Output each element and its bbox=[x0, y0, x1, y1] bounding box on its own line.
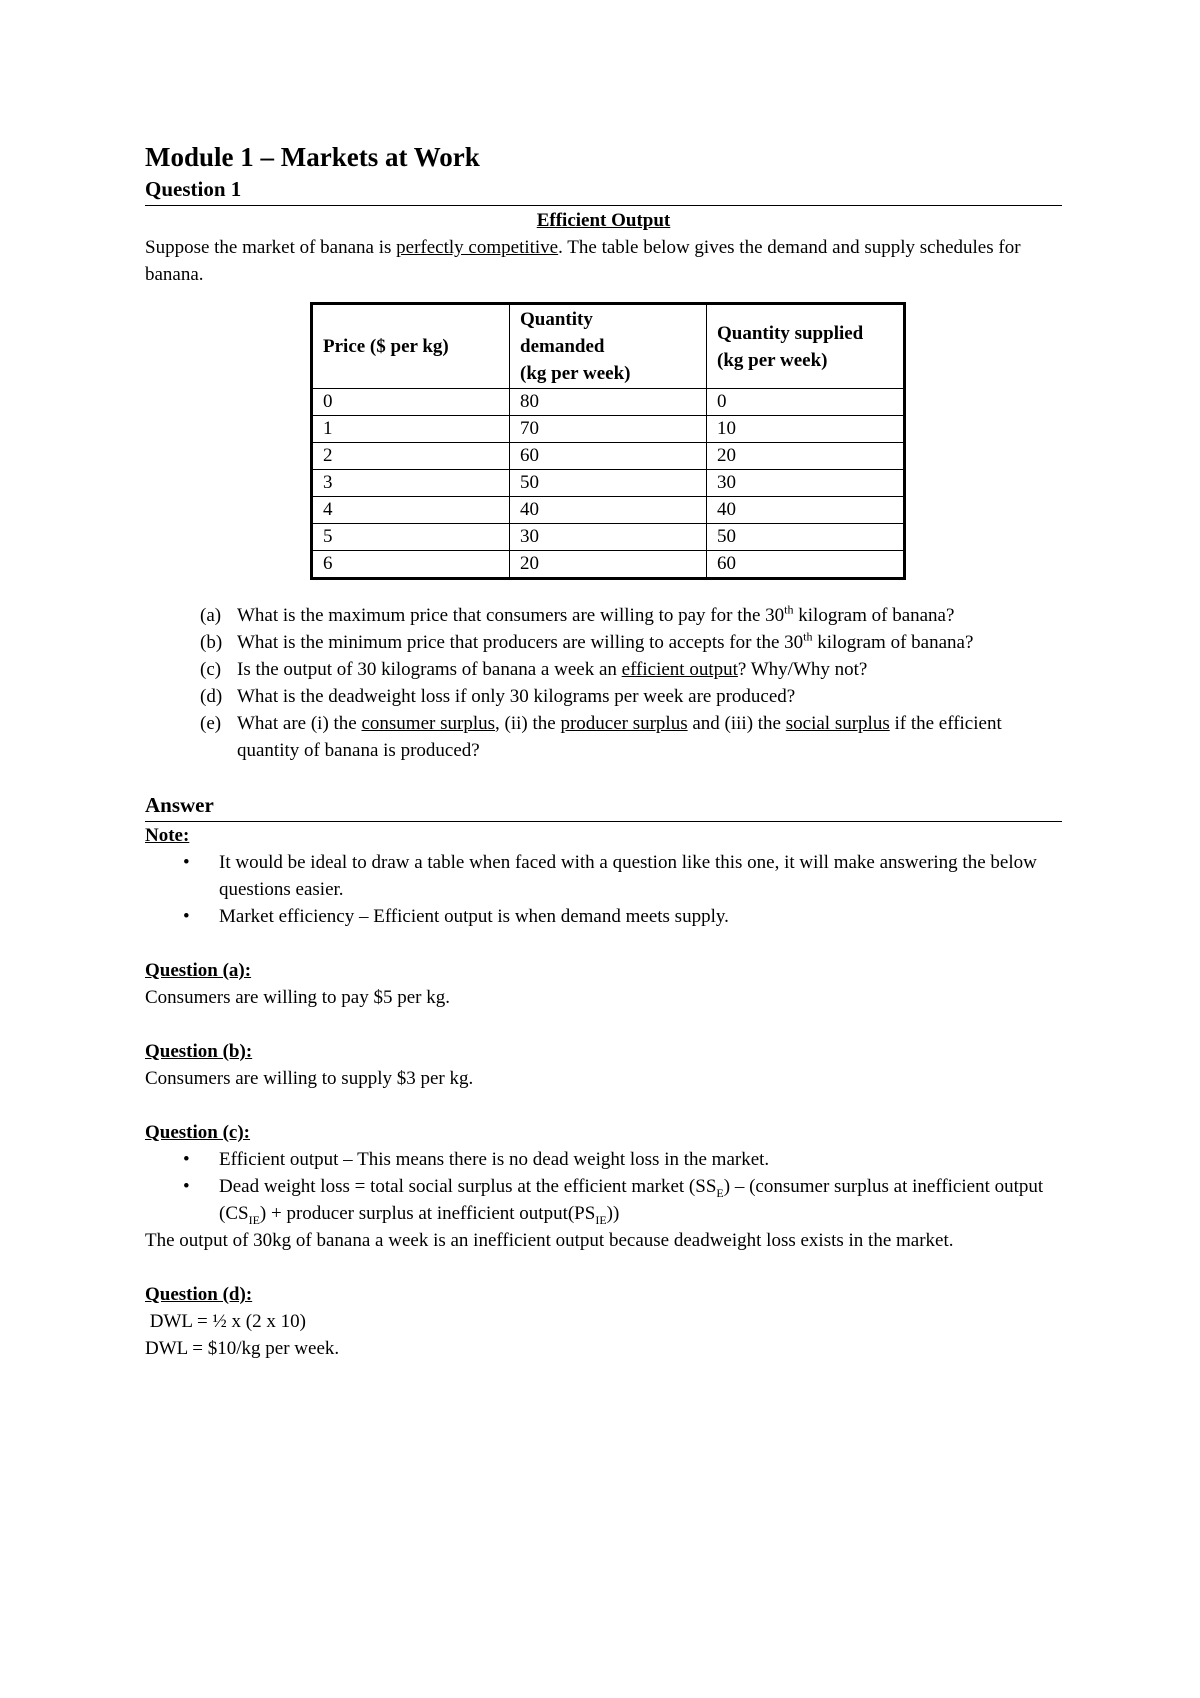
question-c-label: (c) bbox=[200, 659, 222, 680]
header-price-text: Price ($ per kg) bbox=[323, 336, 449, 357]
bullet-icon: • bbox=[183, 906, 190, 927]
answer-c-text: The output of 30kg of banana a week is an inefficient output because deadweight loss exists in the market. bbox=[145, 1230, 954, 1251]
cell-price: 5 bbox=[312, 524, 510, 551]
note-label: Note: bbox=[145, 825, 190, 846]
cell-quantity-supplied: 20 bbox=[707, 443, 905, 470]
table-row bbox=[312, 443, 905, 470]
dwl-def-sub1: E bbox=[716, 1185, 724, 1200]
cell-quantity-supplied: 60 bbox=[707, 551, 905, 579]
dwl-def-part1: Dead weight loss = total social surplus at the efficient market (SS bbox=[219, 1176, 717, 1197]
cell-price: 4 bbox=[312, 497, 510, 524]
table-row bbox=[312, 416, 905, 443]
table-header-row bbox=[312, 304, 905, 389]
question-d-text: What is the deadweight loss if only 30 kilograms per week are produced? bbox=[237, 686, 796, 707]
question-e-label: (e) bbox=[200, 713, 222, 734]
cell-quantity-demanded: 40 bbox=[510, 497, 707, 524]
cell-quantity-supplied: 50 bbox=[707, 524, 905, 551]
question-b-label: (b) bbox=[200, 632, 223, 653]
title-divider bbox=[145, 205, 1062, 206]
header-qs-line1: Quantity supplied bbox=[717, 322, 864, 344]
table-row bbox=[312, 524, 905, 551]
answer-b-label: Question (b): bbox=[145, 1041, 253, 1062]
question-b-sup: th bbox=[803, 629, 813, 644]
question-a bbox=[145, 602, 1062, 629]
table-body bbox=[312, 389, 905, 579]
table-row bbox=[312, 551, 905, 579]
answer-c-label: Question (c): bbox=[145, 1122, 251, 1143]
table-row bbox=[312, 470, 905, 497]
header-qd-line2: demanded bbox=[520, 336, 605, 357]
question-a-post: kilogram of banana? bbox=[793, 605, 955, 626]
question-e-u2: producer surplus bbox=[560, 713, 688, 734]
question-d-label: (d) bbox=[200, 686, 223, 707]
question-e-u1: consumer surplus bbox=[361, 713, 495, 734]
answer-a-text: Consumers are willing to pay $5 per kg. bbox=[145, 987, 451, 1008]
cell-quantity-demanded: 60 bbox=[510, 443, 707, 470]
question-a-sup: th bbox=[784, 602, 794, 617]
bullet-icon: • bbox=[183, 1149, 190, 1170]
question-b bbox=[145, 629, 1062, 656]
dwl-def-part2: ) – (consumer surplus at inefficient output (CS bbox=[219, 1176, 1044, 1224]
note-list bbox=[145, 849, 1062, 930]
question-b-post: kilogram of banana? bbox=[812, 632, 974, 653]
answer-c-bullet-1-text: Efficient output – This means there is no dead weight loss in the market. bbox=[219, 1149, 770, 1170]
cell-quantity-supplied: 0 bbox=[707, 389, 905, 416]
bullet-icon: • bbox=[183, 1176, 190, 1197]
intro-before: Suppose the market of banana is bbox=[145, 237, 397, 258]
note-item bbox=[145, 849, 1062, 903]
cell-price: 3 bbox=[312, 470, 510, 497]
header-qd-line3: (kg per week) bbox=[520, 363, 631, 384]
question-e-post: if the efficient quantity of banana is produced? bbox=[237, 713, 1002, 761]
dwl-def-part3: ) + producer surplus at inefficient output(PS bbox=[259, 1203, 596, 1224]
answer-c-bullet-1 bbox=[145, 1146, 1062, 1173]
question-title: Question 1 bbox=[145, 177, 242, 201]
header-qs-line2: (kg per week) bbox=[717, 349, 828, 371]
document-page bbox=[145, 140, 1062, 1362]
cell-price: 0 bbox=[312, 389, 510, 416]
dwl-def-sub3: IE bbox=[595, 1212, 607, 1227]
cell-quantity-supplied: 10 bbox=[707, 416, 905, 443]
header-qs bbox=[707, 304, 905, 389]
question-c-pre: Is the output of 30 kilograms of banana a week an bbox=[237, 659, 622, 680]
module-title: Module 1 – Markets at Work bbox=[145, 142, 480, 172]
question-b-pre: What is the minimum price that producers are willing to accepts for the 30 bbox=[237, 632, 804, 653]
answer-b-text: Consumers are willing to supply $3 per kg. bbox=[145, 1068, 474, 1089]
table-row bbox=[312, 389, 905, 416]
cell-quantity-demanded: 70 bbox=[510, 416, 707, 443]
note-item bbox=[145, 903, 1062, 930]
question-e-pre: What are (i) the bbox=[237, 713, 362, 734]
answer-d-line-1: DWL = ½ x (2 x 10) bbox=[145, 1311, 306, 1332]
cell-quantity-demanded: 30 bbox=[510, 524, 707, 551]
intro-after: . The table below gives the demand and supply schedules for banana. bbox=[145, 237, 1021, 285]
cell-quantity-demanded: 80 bbox=[510, 389, 707, 416]
cell-quantity-demanded: 20 bbox=[510, 551, 707, 579]
cell-price: 2 bbox=[312, 443, 510, 470]
header-qd bbox=[510, 304, 707, 389]
cell-price: 1 bbox=[312, 416, 510, 443]
intro-paragraph bbox=[145, 234, 1062, 288]
cell-quantity-supplied: 30 bbox=[707, 470, 905, 497]
answer-c-list bbox=[145, 1146, 1062, 1227]
answer-d-label: Question (d): bbox=[145, 1284, 253, 1305]
header-qd-line1: Quantity bbox=[520, 309, 593, 330]
question-list bbox=[145, 602, 1062, 764]
question-e-u3: social surplus bbox=[785, 713, 890, 734]
question-a-label: (a) bbox=[200, 605, 222, 626]
answer-c-bullet-2 bbox=[145, 1173, 1062, 1227]
section-heading bbox=[145, 207, 1062, 234]
question-e-mid1: , (ii) the bbox=[495, 713, 561, 734]
intro-underlined: perfectly competitive bbox=[396, 237, 559, 258]
cell-quantity-demanded: 50 bbox=[510, 470, 707, 497]
question-e-mid2: and (iii) the bbox=[687, 713, 786, 734]
question-c-underlined: efficient output bbox=[621, 659, 738, 680]
answer-heading: Answer bbox=[145, 793, 214, 817]
note-text-2: Market efficiency – Efficient output is when demand meets supply. bbox=[219, 906, 729, 927]
dwl-def-part4: )) bbox=[606, 1203, 620, 1224]
answer-d-line-2: DWL = $10/kg per week. bbox=[145, 1338, 340, 1359]
question-a-pre: What is the maximum price that consumers are willing to pay for the 30 bbox=[237, 605, 785, 626]
question-e bbox=[145, 710, 1062, 764]
question-c bbox=[145, 656, 1062, 683]
dwl-def-sub2: IE bbox=[248, 1212, 260, 1227]
header-price bbox=[312, 304, 510, 389]
cell-quantity-supplied: 40 bbox=[707, 497, 905, 524]
schedule-table bbox=[310, 302, 906, 580]
bullet-icon: • bbox=[183, 852, 190, 873]
question-d bbox=[145, 683, 1062, 710]
question-c-post: ? Why/Why not? bbox=[737, 659, 868, 680]
cell-price: 6 bbox=[312, 551, 510, 579]
table-row bbox=[312, 497, 905, 524]
note-text-1: It would be ideal to draw a table when faced with a question like this one, it will make answering the below questions easier. bbox=[219, 852, 1037, 900]
section-heading-text: Efficient Output bbox=[536, 210, 671, 231]
answer-a-label: Question (a): bbox=[145, 960, 252, 981]
